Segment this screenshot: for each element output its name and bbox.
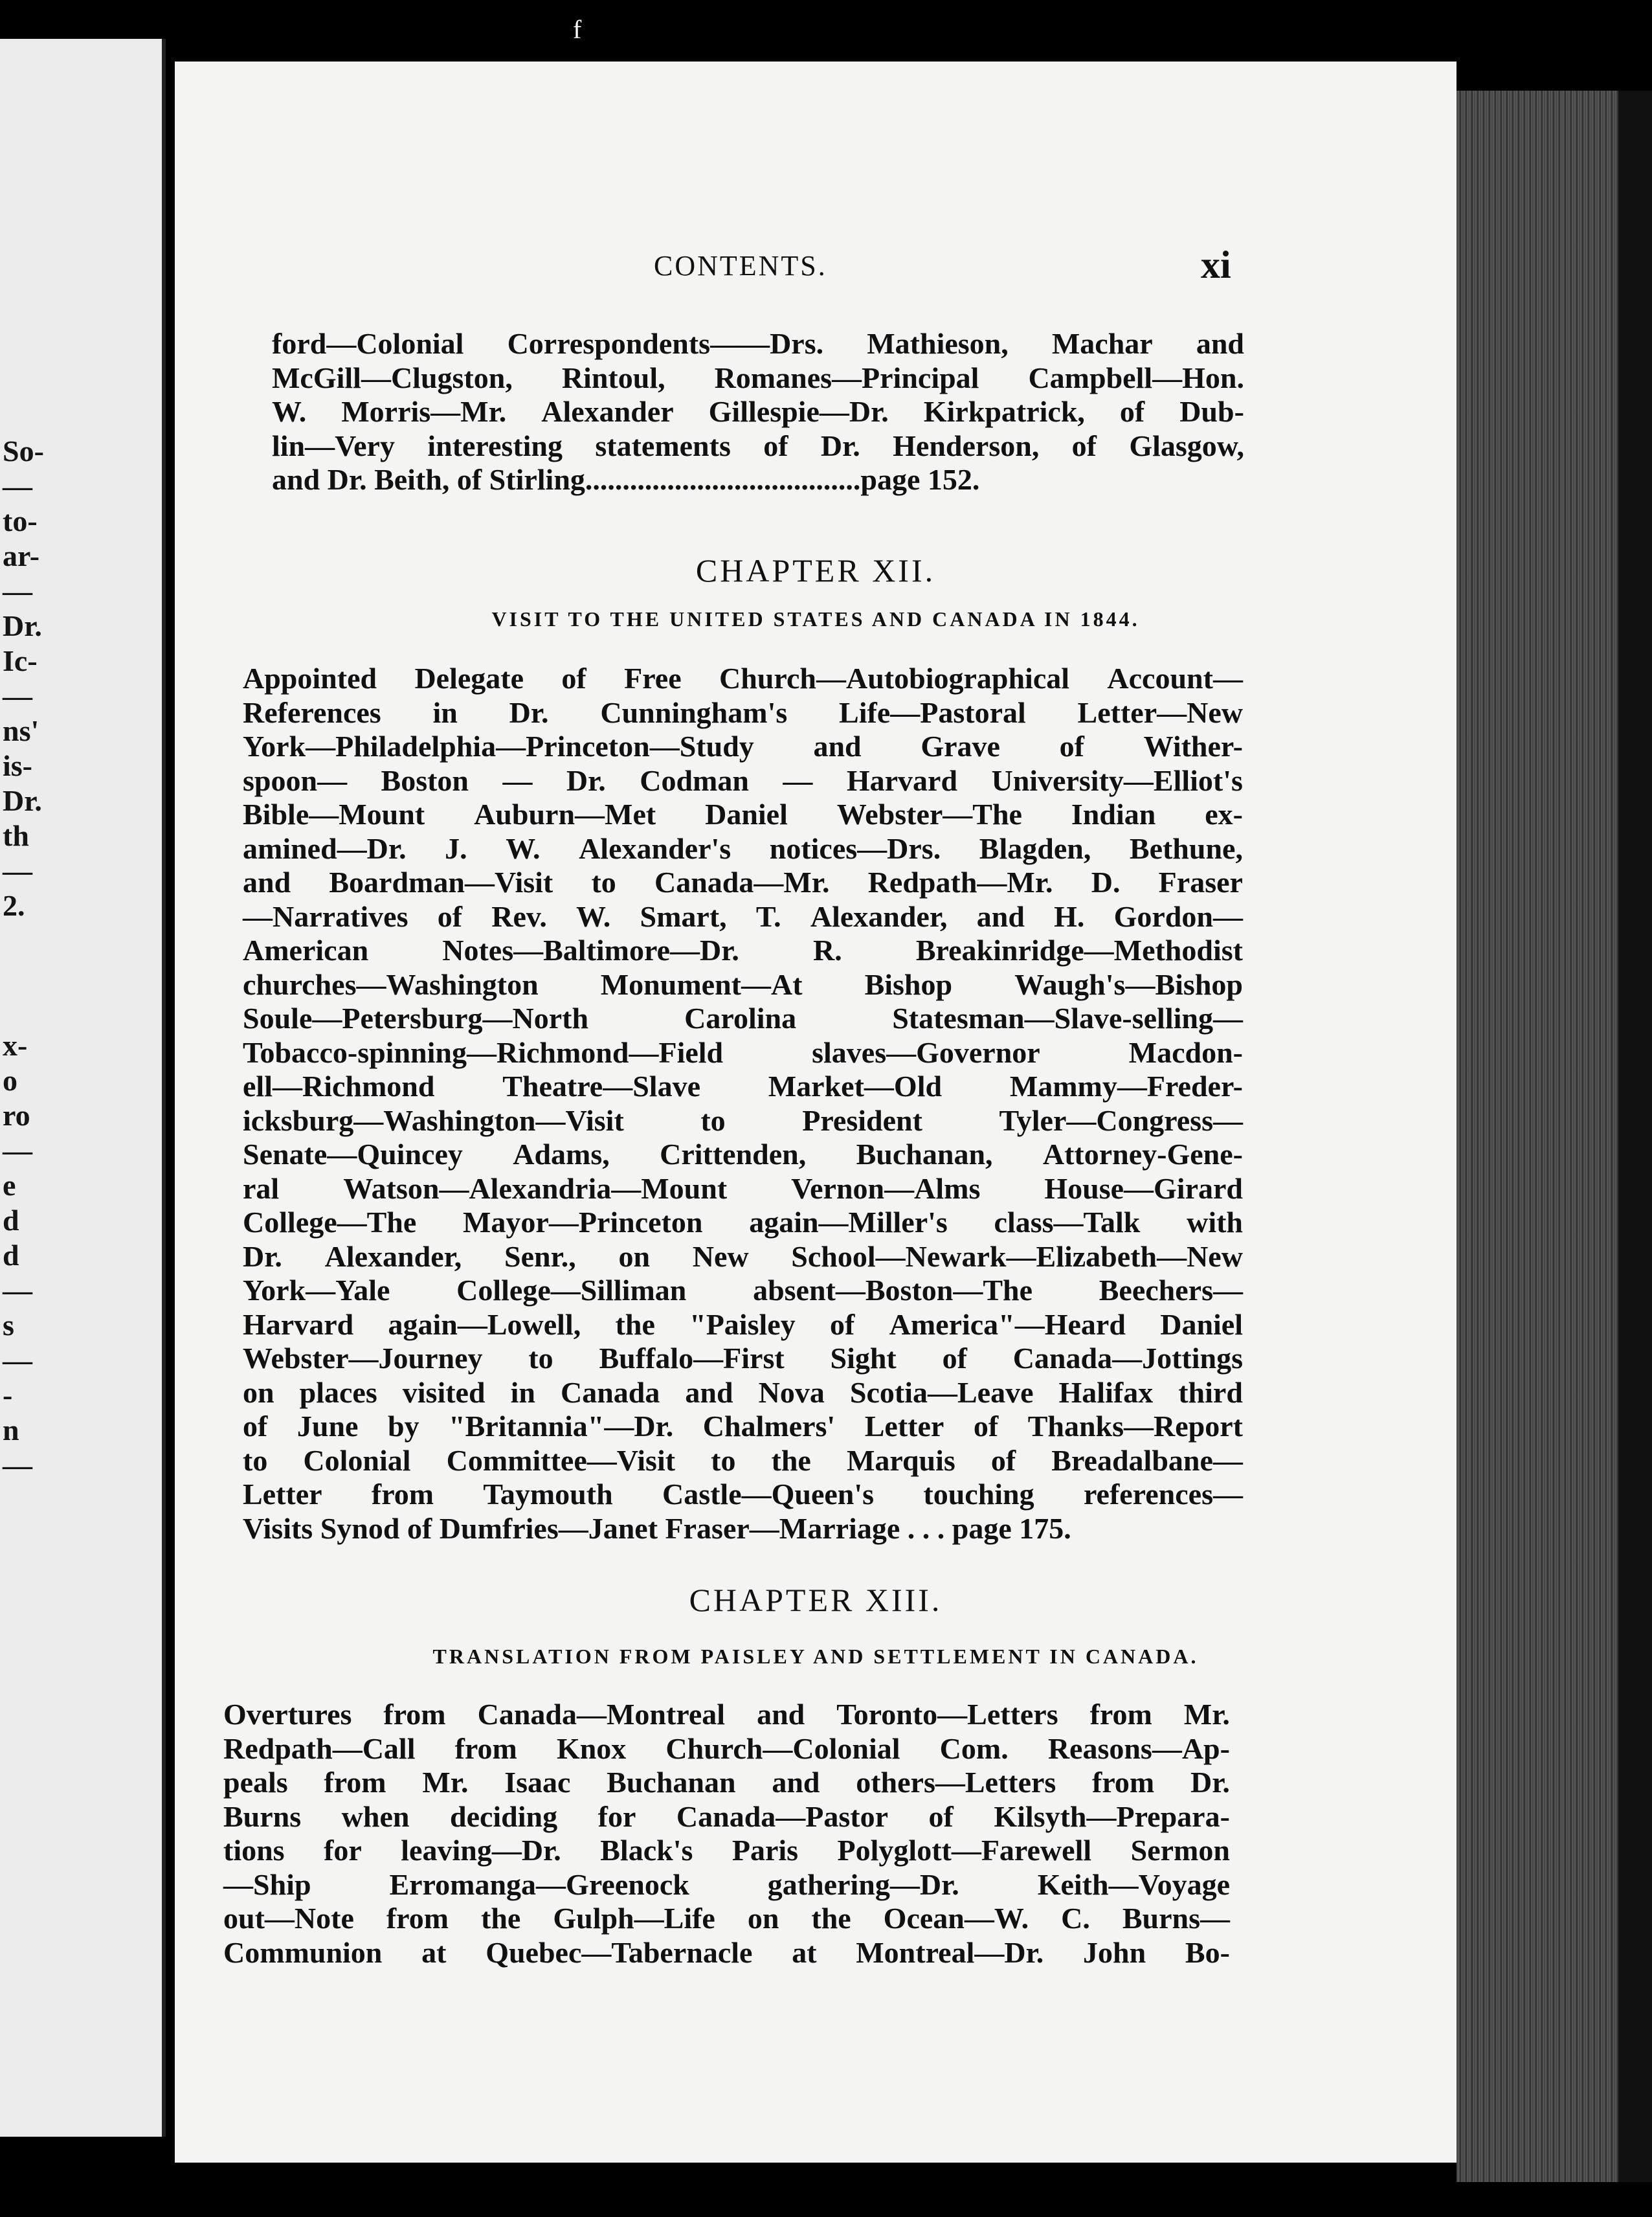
text-line: to Colonial Committee—Visit to the Marquis of Breadalbane— xyxy=(243,1443,1243,1477)
facing-page-fragment-line: Dr. xyxy=(3,609,42,642)
facing-page-text-fragments xyxy=(3,434,44,1483)
text-line: Appointed Delegate of Free Church—Autobiographical Account— xyxy=(243,662,1243,695)
text-line: spoon— Boston — Dr. Codman — Harvard University—Elliot's xyxy=(243,763,1243,797)
text-line: Webster—Journey to Buffalo—First Sight of Canada—Jottings xyxy=(243,1342,1243,1375)
text-line: American Notes—Baltimore—Dr. R. Breakinridge—Methodist xyxy=(243,934,1243,967)
facing-page-fragment-line: ar- xyxy=(3,539,40,572)
text-line: References in Dr. Cunningham's Life—Pastoral Letter—New xyxy=(243,695,1243,729)
facing-page-fragment-line: So- xyxy=(3,434,44,467)
text-line: Communion at Quebec—Tabernacle at Montreal—Dr. John Bo- xyxy=(223,1935,1230,1969)
facing-page-fragment-line xyxy=(3,993,44,1028)
text-line: Burns when deciding for Canada—Pastor of Kilsyth—Prepara- xyxy=(223,1799,1230,1833)
facing-page-fragment-line: Dr. xyxy=(3,784,42,817)
facing-page-fragment-line: x- xyxy=(3,1029,28,1062)
chapter-subtitle-xiii: TRANSLATION FROM PAISLEY AND SETTLEMENT IN CANADA. xyxy=(432,1645,1199,1668)
facing-page-fragment-line: s xyxy=(3,1309,14,1342)
text-line: Overtures from Canada—Montreal and Toronto—Letters from Mr. xyxy=(223,1698,1230,1731)
text-line: Harvard again—Lowell, the "Paisley of America"—Heard Daniel xyxy=(243,1307,1243,1341)
text-line: and Boardman—Visit to Canada—Mr. Redpath—Mr. D. Fraser xyxy=(243,866,1243,899)
continuation-paragraph xyxy=(272,327,1244,497)
text-line: amined—Dr. J. W. Alexander's notices—Drs. Blagden, Bethune, xyxy=(243,831,1243,865)
page-block-shadow xyxy=(1618,91,1652,2182)
text-line: of June by "Britannia"—Dr. Chalmers' Letter of Thanks—Report xyxy=(243,1410,1243,1443)
facing-page-fragment-line: - xyxy=(3,1379,13,1412)
page-number: xi xyxy=(1201,243,1231,286)
running-head: CONTENTS. xyxy=(654,250,827,282)
text-line: Tobacco-spinning—Richmond—Field slaves—Governor Macdon- xyxy=(243,1035,1243,1069)
top-mark: f xyxy=(573,15,582,44)
text-line: ral Watson—Alexandria—Mount Vernon—Alms House—Girard xyxy=(243,1171,1243,1205)
facing-page-fragment-line: — xyxy=(3,679,32,712)
facing-page-fragment-line: ro xyxy=(3,1099,30,1132)
facing-page-fragment-line xyxy=(3,958,44,993)
chapter-title-xii: CHAPTER XII. xyxy=(695,552,936,589)
text-line: York—Yale College—Silliman absent—Boston—The Beechers— xyxy=(243,1274,1243,1307)
text-line: W. Morris—Mr. Alexander Gillespie—Dr. Kirkpatrick, of Dub- xyxy=(272,395,1244,428)
chapter-xiii-synopsis xyxy=(223,1698,1230,1970)
text-line: Bible—Mount Auburn—Met Daniel Webster—The Indian ex- xyxy=(243,798,1243,831)
facing-page-fragment-line: — xyxy=(3,1344,32,1377)
facing-page-fragment-line: — xyxy=(3,1448,32,1481)
facing-page-fragment-line: e xyxy=(3,1169,16,1202)
facing-page-fragment-line xyxy=(3,923,44,958)
text-line: on places visited in Canada and Nova Scotia—Leave Halifax third xyxy=(243,1375,1243,1409)
facing-page-fragment-line: Ic- xyxy=(3,644,38,677)
text-line: out—Note from the Gulph—Life on the Ocean—W. C. Burns— xyxy=(223,1902,1230,1935)
facing-page-fragment-line: o xyxy=(3,1064,17,1097)
facing-page-fragment-line: d xyxy=(3,1239,19,1272)
chapter-subtitle-xii: VISIT TO THE UNITED STATES AND CANADA IN 1844. xyxy=(491,607,1140,631)
text-line: Senate—Quincey Adams, Crittenden, Buchanan, Attorney-Gene- xyxy=(243,1138,1243,1171)
text-line: York—Philadelphia—Princeton—Study and Grave of Wither- xyxy=(243,730,1243,763)
facing-page-fragment-line: — xyxy=(3,854,32,887)
text-line: and Dr. Beith, of Stirling.....................................page 152. xyxy=(272,463,980,496)
text-line: Visits Synod of Dumfries—Janet Fraser—Marriage . . . page 175. xyxy=(243,1511,1071,1545)
text-line: Letter from Taymouth Castle—Queen's touching references— xyxy=(243,1478,1243,1511)
text-line: ell—Richmond Theatre—Slave Market—Old Mammy—Freder- xyxy=(243,1070,1243,1103)
facing-page-fragment-line: to- xyxy=(3,504,38,537)
facing-page-fragment-line: — xyxy=(3,469,32,502)
text-line: peals from Mr. Isaac Buchanan and others—Letters from Dr. xyxy=(223,1766,1230,1799)
facing-page-fragment-line: th xyxy=(3,819,29,852)
text-line: —Ship Erromanga—Greenock gathering—Dr. Keith—Voyage xyxy=(223,1867,1230,1901)
facing-page-fragment xyxy=(0,39,166,2137)
facing-page-fragment-line: n xyxy=(3,1413,19,1446)
text-line: lin—Very interesting statements of Dr. Henderson, of Glasgow, xyxy=(272,429,1244,462)
facing-page-fragment-line: d xyxy=(3,1204,19,1237)
text-line: —Narratives of Rev. W. Smart, T. Alexander, and H. Gordon— xyxy=(243,899,1243,933)
facing-page-fragment-line: — xyxy=(3,574,32,607)
facing-page-fragment-line: 2. xyxy=(3,889,25,922)
facing-page-fragment-line: ns' xyxy=(3,714,39,747)
facing-page-fragment-line: is- xyxy=(3,749,32,782)
text-line: tions for leaving—Dr. Black's Paris Polyglott—Farewell Sermon xyxy=(223,1834,1230,1867)
text-line: Dr. Alexander, Senr., on New School—Newark—Elizabeth—New xyxy=(243,1239,1243,1273)
facing-page-fragment-line: — xyxy=(3,1134,32,1167)
text-line: Soule—Petersburg—North Carolina Statesman—Slave-selling— xyxy=(243,1002,1243,1035)
text-line: Redpath—Call from Knox Church—Colonial Com. Reasons—Ap- xyxy=(223,1731,1230,1765)
text-line: McGill—Clugston, Rintoul, Romanes—Principal Campbell—Hon. xyxy=(272,361,1244,394)
text-line: churches—Washington Monument—At Bishop Waugh's—Bishop xyxy=(243,967,1243,1001)
text-line: icksburg—Washington—Visit to President Tyler—Congress— xyxy=(243,1103,1243,1137)
text-line: ford—Colonial Correspondents——Drs. Mathieson, Machar and xyxy=(272,327,1244,360)
chapter-title-xiii: CHAPTER XIII. xyxy=(689,1582,943,1618)
facing-page-fragment-line: — xyxy=(3,1274,32,1307)
chapter-xii-synopsis xyxy=(243,662,1243,1546)
text-line: College—The Mayor—Princeton again—Miller's class—Talk with xyxy=(243,1206,1243,1239)
